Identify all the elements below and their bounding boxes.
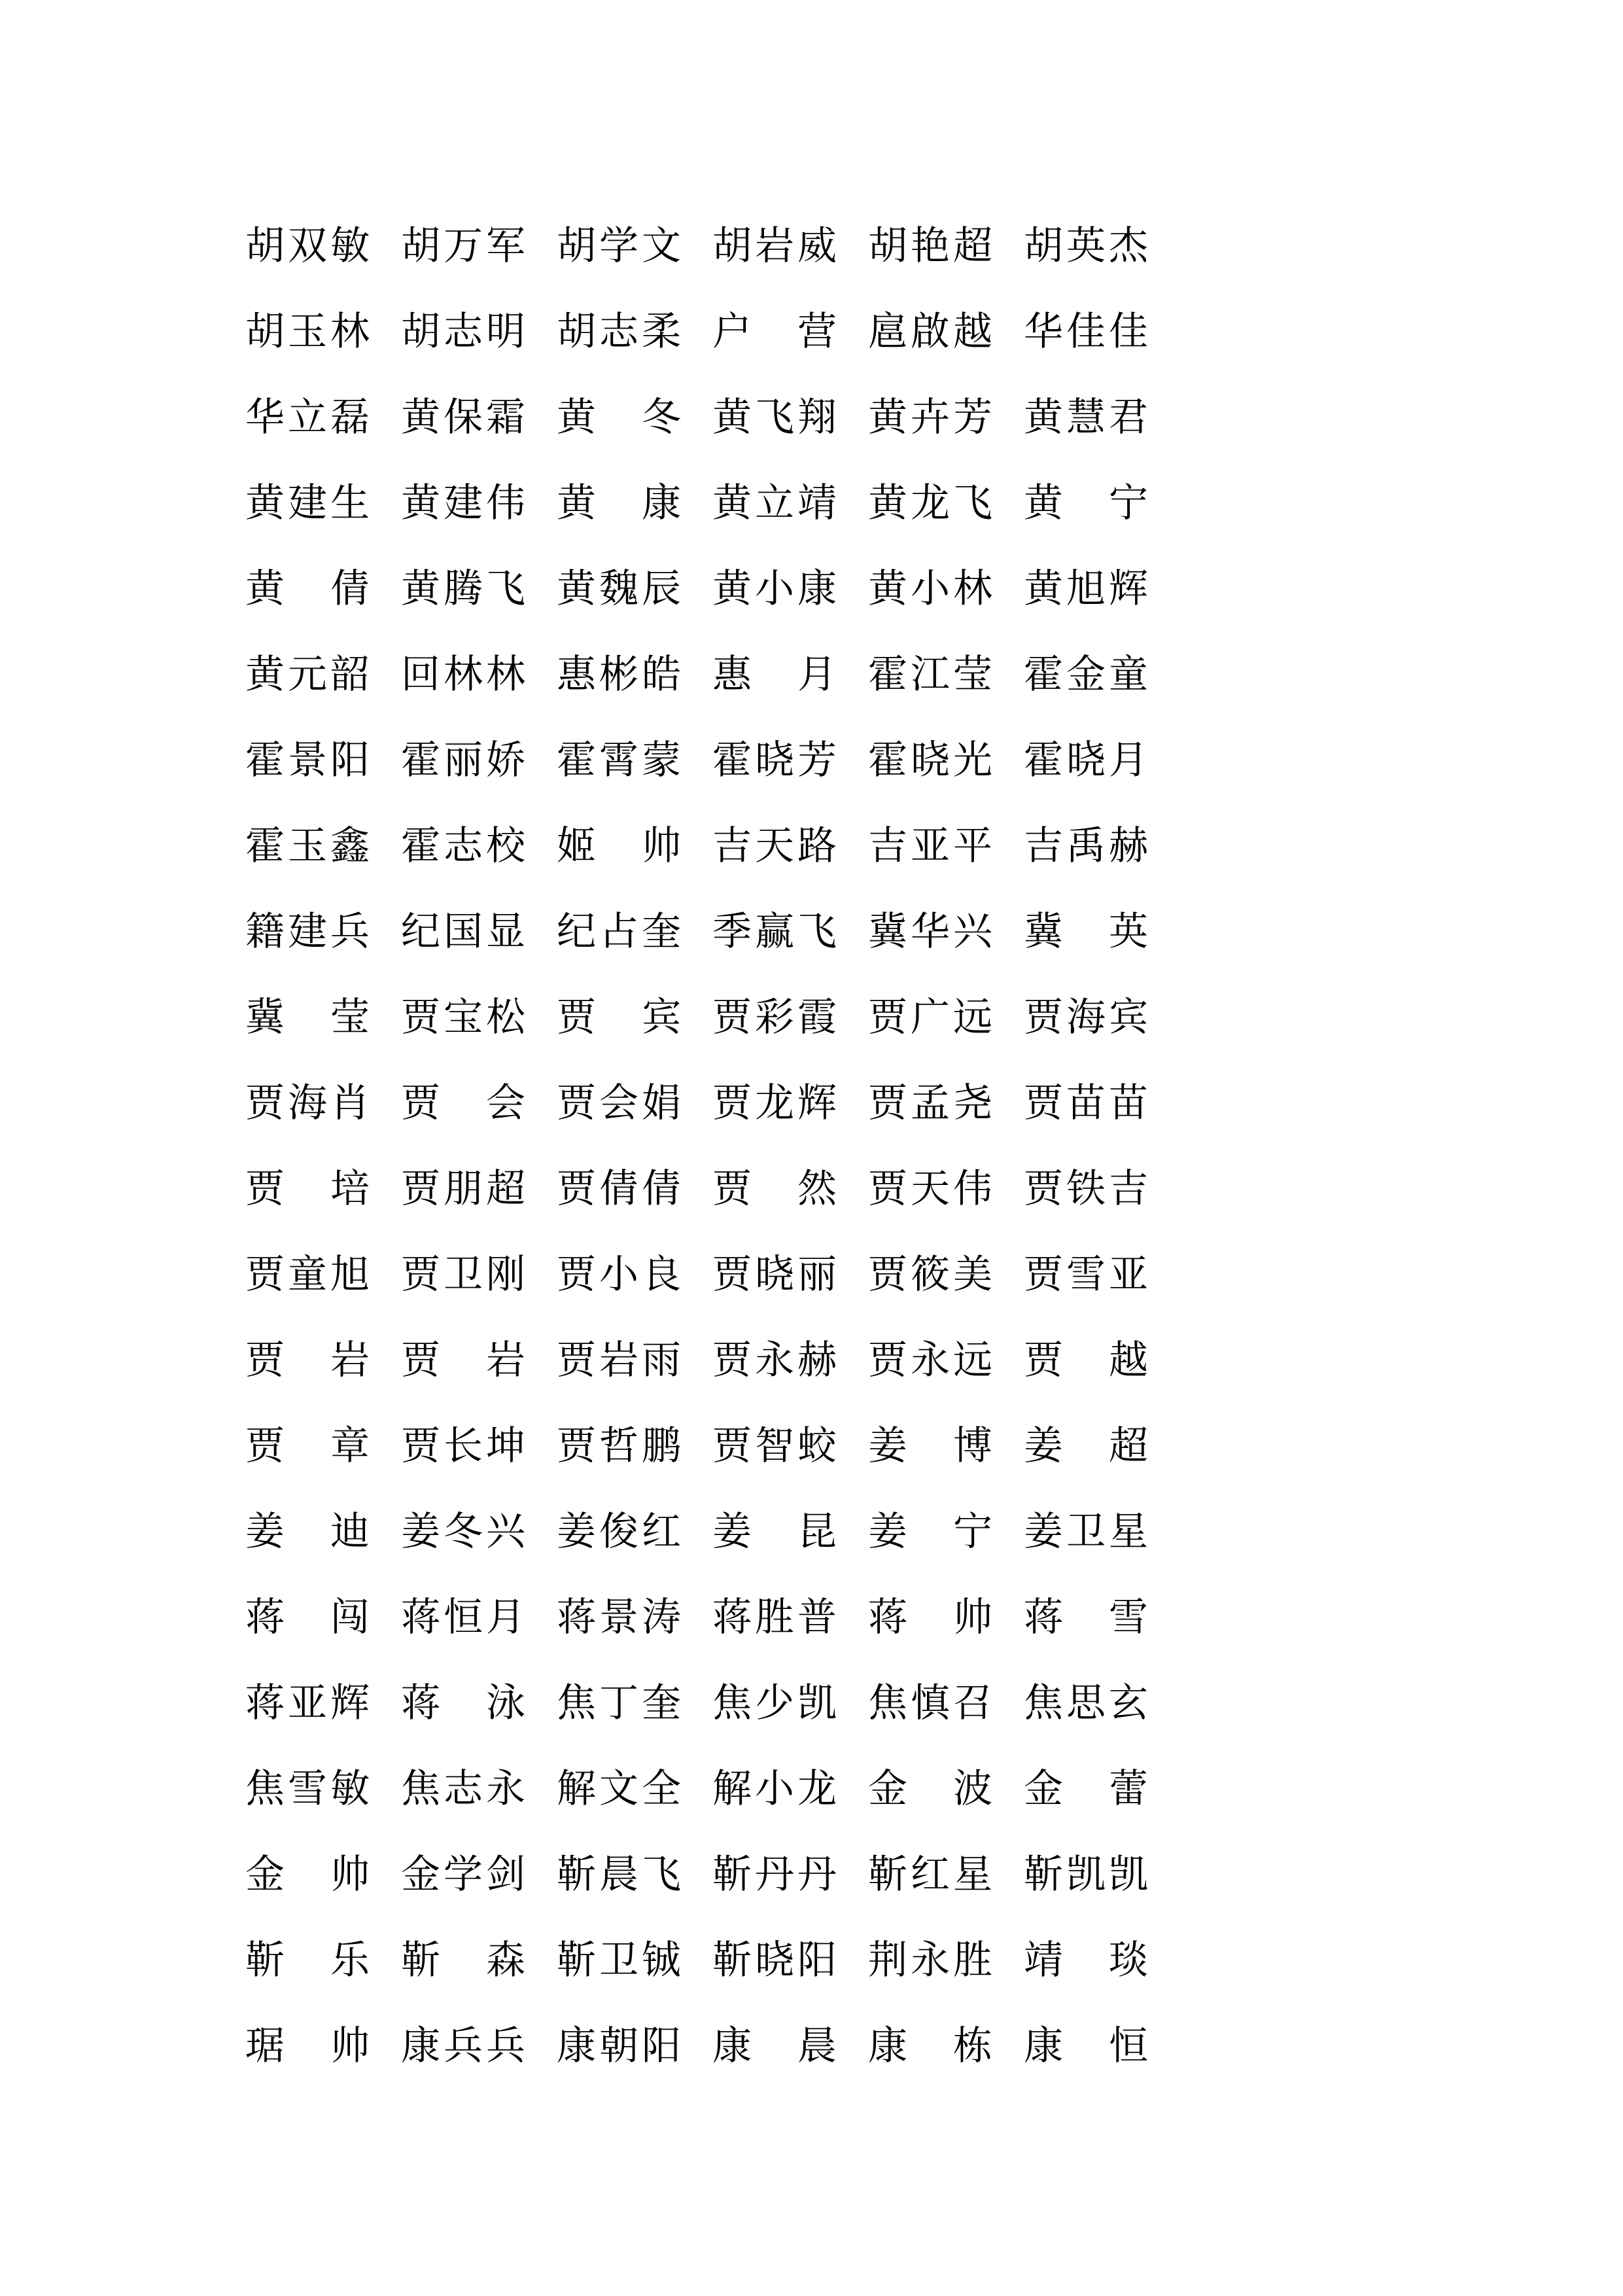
name-entry: 解 文 全 xyxy=(557,1765,681,1812)
name-entry: 籍 建 兵 xyxy=(245,908,370,955)
name-entry: 贾 卫 刚 xyxy=(401,1251,525,1298)
name-entry: 黄 小 林 xyxy=(868,565,992,612)
name-entry: 金 学 剑 xyxy=(401,1851,525,1898)
name-entry: 贾 朋 超 xyxy=(401,1165,525,1212)
name-row xyxy=(245,1831,1174,1917)
name-list xyxy=(245,203,1174,2089)
name-entry: 黄 保 霜 xyxy=(401,394,525,440)
name-entry: 霍 江 莹 xyxy=(868,651,992,698)
name-row xyxy=(245,803,1174,889)
name-entry: 吉 天 路 xyxy=(712,822,837,869)
name-entry: 惠 彬 皓 xyxy=(557,651,681,698)
name-entry: 靖 琰 xyxy=(1024,1937,1148,1983)
name-entry: 黄 腾 飞 xyxy=(401,565,525,612)
name-entry: 黄 康 xyxy=(557,480,681,526)
name-entry: 霍 晓 月 xyxy=(1024,737,1148,783)
name-entry: 华 立 磊 xyxy=(245,394,370,440)
name-entry: 胡 艳 超 xyxy=(868,222,992,269)
name-entry: 蒋 亚 辉 xyxy=(245,1680,370,1726)
name-entry: 胡 岩 威 xyxy=(712,222,837,269)
name-entry: 黄 元 韶 xyxy=(245,651,370,698)
name-entry: 贾 晓 丽 xyxy=(712,1251,837,1298)
name-entry: 胡 志 明 xyxy=(401,308,525,355)
name-entry: 贾 铁 吉 xyxy=(1024,1165,1148,1212)
name-row xyxy=(245,374,1174,460)
name-entry: 康 栋 xyxy=(868,2022,992,2069)
name-entry: 户 营 xyxy=(712,308,837,355)
name-row xyxy=(245,631,1174,717)
name-entry: 焦 慎 召 xyxy=(868,1680,992,1726)
name-entry: 胡 学 文 xyxy=(557,222,681,269)
name-entry: 贾 岩 雨 xyxy=(557,1337,681,1383)
name-entry: 霍 丽 娇 xyxy=(401,737,525,783)
name-entry: 黄 卉 芳 xyxy=(868,394,992,440)
name-entry: 姜 博 xyxy=(868,1422,992,1469)
name-entry: 琚 帅 xyxy=(245,2022,370,2069)
name-row xyxy=(245,889,1174,974)
name-entry: 冀 莹 xyxy=(245,994,370,1040)
name-entry: 靳 乐 xyxy=(245,1937,370,1983)
name-entry: 靳 晨 飞 xyxy=(557,1851,681,1898)
name-entry: 黄 倩 xyxy=(245,565,370,612)
name-entry: 贾 岩 xyxy=(401,1337,525,1383)
name-entry: 贾 会 娟 xyxy=(557,1080,681,1126)
name-entry: 霍 金 童 xyxy=(1024,651,1148,698)
name-entry: 贾 孟 尧 xyxy=(868,1080,992,1126)
name-entry: 吉 禹 赫 xyxy=(1024,822,1148,869)
name-entry: 贾 苗 苗 xyxy=(1024,1080,1148,1126)
name-entry: 蒋 景 涛 xyxy=(557,1594,681,1640)
name-entry: 靳 红 星 xyxy=(868,1851,992,1898)
name-row xyxy=(245,1403,1174,1489)
name-entry: 贾 雪 亚 xyxy=(1024,1251,1148,1298)
name-row xyxy=(245,974,1174,1060)
name-entry: 回 林 林 xyxy=(401,651,525,698)
name-entry: 贾 永 远 xyxy=(868,1337,992,1383)
name-entry: 黄 小 康 xyxy=(712,565,837,612)
name-row xyxy=(245,1917,1174,2003)
name-entry: 蒋 胜 普 xyxy=(712,1594,837,1640)
name-entry: 胡 玉 林 xyxy=(245,308,370,355)
name-entry: 解 小 龙 xyxy=(712,1765,837,1812)
name-entry: 黄 龙 飞 xyxy=(868,480,992,526)
name-entry: 贾 哲 鹏 xyxy=(557,1422,681,1469)
name-entry: 蒋 雪 xyxy=(1024,1594,1148,1640)
name-row xyxy=(245,1574,1174,1660)
name-row xyxy=(245,1060,1174,1146)
name-entry: 霍 晓 光 xyxy=(868,737,992,783)
name-entry: 姜 卫 星 xyxy=(1024,1508,1148,1555)
name-entry: 贾 筱 美 xyxy=(868,1251,992,1298)
name-entry: 胡 万 军 xyxy=(401,222,525,269)
name-entry: 金 帅 xyxy=(245,1851,370,1898)
name-entry: 靳 森 xyxy=(401,1937,525,1983)
name-entry: 靳 凯 凯 xyxy=(1024,1851,1148,1898)
name-entry: 冀 华 兴 xyxy=(868,908,992,955)
name-entry: 蒋 泳 xyxy=(401,1680,525,1726)
name-entry: 姜 宁 xyxy=(868,1508,992,1555)
name-entry: 姜 俊 红 xyxy=(557,1508,681,1555)
name-entry: 贾 会 xyxy=(401,1080,525,1126)
name-entry: 黄 冬 xyxy=(557,394,681,440)
name-entry: 姬 帅 xyxy=(557,822,681,869)
name-entry: 贾 天 伟 xyxy=(868,1165,992,1212)
name-entry: 贾 宝 松 xyxy=(401,994,525,1040)
name-entry: 黄 建 伟 xyxy=(401,480,525,526)
name-entry: 霍 景 阳 xyxy=(245,737,370,783)
name-entry: 贾 倩 倩 xyxy=(557,1165,681,1212)
name-entry: 靳 晓 阳 xyxy=(712,1937,837,1983)
name-entry: 姜 冬 兴 xyxy=(401,1508,525,1555)
name-entry: 贾 宾 xyxy=(557,994,681,1040)
name-entry: 焦 丁 奎 xyxy=(557,1680,681,1726)
name-row xyxy=(245,546,1174,631)
name-entry: 康 晨 xyxy=(712,2022,837,2069)
name-entry: 霍 霄 蒙 xyxy=(557,737,681,783)
name-row xyxy=(245,1231,1174,1317)
name-row xyxy=(245,1146,1174,1231)
name-entry: 贾 章 xyxy=(245,1422,370,1469)
name-entry: 纪 占 奎 xyxy=(557,908,681,955)
name-entry: 蒋 恒 月 xyxy=(401,1594,525,1640)
name-entry: 霍 玉 鑫 xyxy=(245,822,370,869)
name-entry: 吉 亚 平 xyxy=(868,822,992,869)
name-entry: 纪 国 显 xyxy=(401,908,525,955)
name-entry: 黄 魏 辰 xyxy=(557,565,681,612)
name-entry: 焦 思 玄 xyxy=(1024,1680,1148,1726)
name-entry: 康 朝 阳 xyxy=(557,2022,681,2069)
name-entry: 金 蕾 xyxy=(1024,1765,1148,1812)
name-entry: 焦 少 凯 xyxy=(712,1680,837,1726)
name-entry: 贾 然 xyxy=(712,1165,837,1212)
name-entry: 金 波 xyxy=(868,1765,992,1812)
name-entry: 焦 雪 敏 xyxy=(245,1765,370,1812)
name-row xyxy=(245,203,1174,289)
name-entry: 荆 永 胜 xyxy=(868,1937,992,1983)
name-row xyxy=(245,289,1174,374)
name-entry: 贾 龙 辉 xyxy=(712,1080,837,1126)
name-entry: 季 赢 飞 xyxy=(712,908,837,955)
name-entry: 霍 志 校 xyxy=(401,822,525,869)
name-entry: 黄 旭 辉 xyxy=(1024,565,1148,612)
name-row xyxy=(245,460,1174,546)
name-entry: 贾 海 宾 xyxy=(1024,994,1148,1040)
name-entry: 贾 长 坤 xyxy=(401,1422,525,1469)
name-entry: 靳 卫 铖 xyxy=(557,1937,681,1983)
name-row xyxy=(245,1746,1174,1831)
name-row xyxy=(245,2003,1174,2089)
name-entry: 贾 岩 xyxy=(245,1337,370,1383)
name-entry: 黄 慧 君 xyxy=(1024,394,1148,440)
name-entry: 蒋 闯 xyxy=(245,1594,370,1640)
name-entry: 贾 小 良 xyxy=(557,1251,681,1298)
name-entry: 贾 彩 霞 xyxy=(712,994,837,1040)
name-entry: 蒋 帅 xyxy=(868,1594,992,1640)
name-entry: 黄 建 生 xyxy=(245,480,370,526)
name-entry: 黄 立 靖 xyxy=(712,480,837,526)
name-entry: 黄 宁 xyxy=(1024,480,1148,526)
name-entry: 贾 海 肖 xyxy=(245,1080,370,1126)
name-entry: 贾 培 xyxy=(245,1165,370,1212)
name-entry: 胡 双 敏 xyxy=(245,222,370,269)
name-entry: 贾 广 远 xyxy=(868,994,992,1040)
name-entry: 胡 英 杰 xyxy=(1024,222,1148,269)
name-entry: 焦 志 永 xyxy=(401,1765,525,1812)
name-row xyxy=(245,1660,1174,1746)
name-entry: 康 兵 兵 xyxy=(401,2022,525,2069)
name-entry: 黄 飞 翔 xyxy=(712,394,837,440)
name-entry: 康 恒 xyxy=(1024,2022,1148,2069)
name-row xyxy=(245,1317,1174,1403)
name-row xyxy=(245,1489,1174,1574)
name-row xyxy=(245,717,1174,803)
name-entry: 冀 英 xyxy=(1024,908,1148,955)
name-entry: 靳 丹 丹 xyxy=(712,1851,837,1898)
name-entry: 霍 晓 芳 xyxy=(712,737,837,783)
name-entry: 贾 越 xyxy=(1024,1337,1148,1383)
name-entry: 惠 月 xyxy=(712,651,837,698)
name-entry: 华 佳 佳 xyxy=(1024,308,1148,355)
name-entry: 胡 志 柔 xyxy=(557,308,681,355)
name-entry: 姜 迪 xyxy=(245,1508,370,1555)
name-entry: 扈 啟 越 xyxy=(868,308,992,355)
name-entry: 姜 超 xyxy=(1024,1422,1148,1469)
name-entry: 贾 智 蛟 xyxy=(712,1422,837,1469)
name-entry: 贾 永 赫 xyxy=(712,1337,837,1383)
name-entry: 贾 童 旭 xyxy=(245,1251,370,1298)
name-entry: 姜 昆 xyxy=(712,1508,837,1555)
